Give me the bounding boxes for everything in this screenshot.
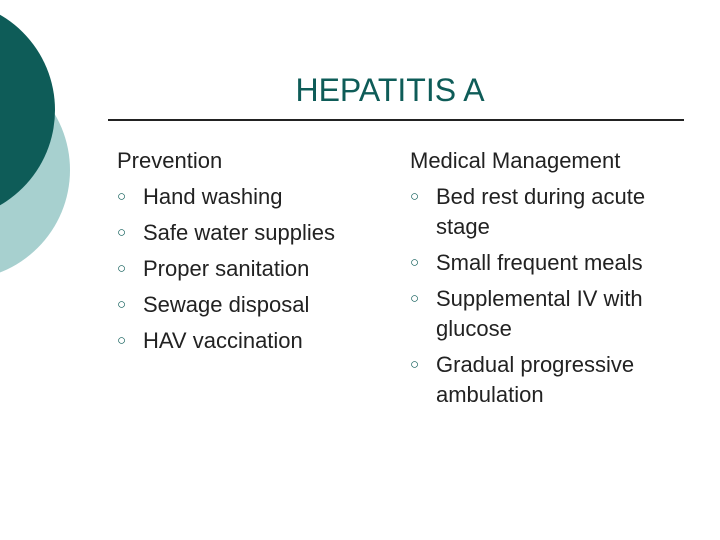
hollow-circle-icon: ○: [410, 356, 420, 373]
list-item-text: Gradual progressive ambulation: [436, 352, 635, 407]
list-item: [410, 182, 700, 242]
list-item-text: Proper sanitation: [143, 256, 310, 281]
hollow-circle-icon: ○: [117, 260, 127, 277]
prevention-heading: Prevention: [117, 148, 223, 173]
slide-title: HEPATITIS A: [295, 72, 485, 108]
list-item-text: Safe water supplies: [143, 220, 335, 245]
list-item-text: Small frequent meals: [436, 250, 643, 275]
hollow-circle-icon: ○: [117, 224, 127, 241]
decorative-circles: [0, 0, 120, 300]
list-item: [117, 182, 387, 212]
medical-management-column: [410, 146, 700, 416]
medical-management-heading: Medical Management: [410, 148, 621, 173]
hollow-circle-icon: ○: [410, 254, 420, 271]
list-item-text: Hand washing: [143, 184, 283, 209]
hollow-circle-icon: ○: [410, 290, 420, 307]
list-item: [410, 284, 700, 344]
prevention-column: [117, 146, 387, 362]
list-item: [117, 254, 387, 284]
hollow-circle-icon: ○: [410, 188, 420, 205]
list-item-text: Bed rest during acute stage: [436, 184, 646, 239]
list-item: [117, 326, 387, 356]
list-item: [410, 248, 700, 278]
list-item: [410, 350, 700, 410]
hollow-circle-icon: ○: [117, 188, 127, 205]
hollow-circle-icon: ○: [117, 332, 127, 349]
list-item: [117, 290, 387, 320]
title-divider: [108, 119, 684, 121]
list-item-text: Sewage disposal: [143, 292, 310, 317]
medical-management-list: [410, 182, 700, 410]
list-item-text: HAV vaccination: [143, 328, 303, 353]
list-item-text: Supplemental IV with glucose: [436, 286, 643, 341]
hollow-circle-icon: ○: [117, 296, 127, 313]
prevention-list: [117, 182, 387, 356]
list-item: [117, 218, 387, 248]
